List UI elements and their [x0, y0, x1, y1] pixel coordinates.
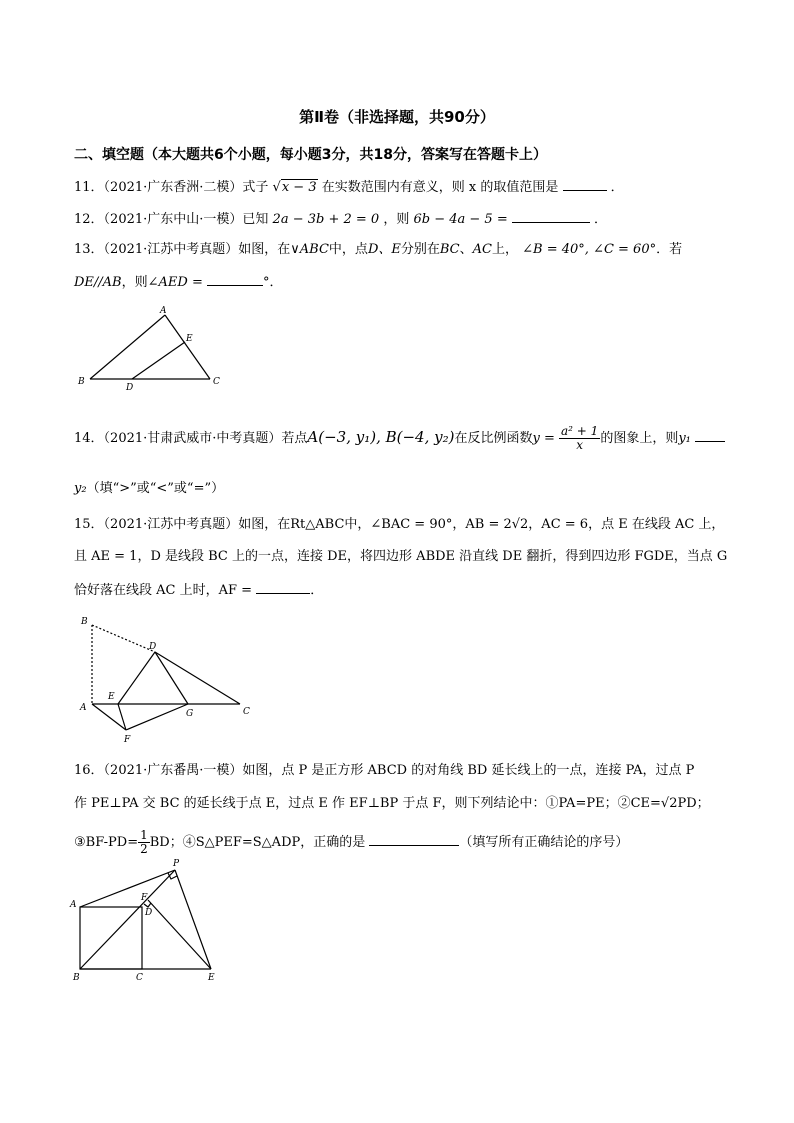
label-G: G — [186, 709, 194, 719]
label-F: F — [141, 893, 148, 903]
question-15-line1: 15．（2021·江苏中考真题）如图，在Rt△ABC中，∠BAC = 90°，AB = 2√2，AC = 6，点 E 在线段 AC 上， — [74, 517, 725, 532]
label-E: E — [186, 334, 193, 344]
label-E: E — [108, 692, 115, 702]
answer-blank-13[interactable] — [207, 273, 263, 286]
question-14-line2: y₂（填“>”或“<”或“=”） — [74, 481, 225, 496]
answer-blank-15[interactable] — [256, 581, 310, 594]
label-D: D — [145, 908, 153, 918]
label-A: A — [70, 900, 77, 910]
question-11: 11．（2021·广东香洲·二模）式子 √x − 3 在实数范围内有意义，则 x 的取值范围是 ． — [74, 180, 624, 195]
radical-expression: √x − 3 — [272, 180, 317, 195]
label-C: C — [213, 377, 220, 387]
question-14-line1: 14．（2021·甘肃武威市·中考真题）若点A(−3, y₁), B(−4, y₂)在反比例函数y = $\frac{\text{a² + 1}}{x}$ 的图象上，则y₁ — [74, 425, 725, 452]
label-B: B — [81, 617, 88, 627]
answer-blank-12[interactable] — [512, 210, 590, 223]
label-A: A — [160, 306, 167, 316]
label-D: D — [126, 383, 134, 393]
label-F: F — [124, 735, 131, 745]
label-B: B — [78, 377, 85, 387]
label-P: P — [173, 859, 180, 869]
q15-figure — [75, 612, 265, 747]
label-E: E — [208, 973, 215, 983]
inverse-function-fraction: $\frac{\text{a² + 1}}{x}$ — [561, 424, 599, 452]
question-15-line2: 且 AE = 1，D 是线段 BC 上的一点，连接 DE，将四边形 ABDE 沿直线 DE 翻折，得到四边形 FGDE，当点 G — [74, 549, 728, 564]
question-13-line2: DE//AB，则∠AED = °． — [74, 275, 283, 290]
question-16-line1: 16．（2021·广东番禺·一模）如图，点 P 是正方形 ABCD 的对角线 BD 延长线上的一点，连接 PA，过点 P — [74, 763, 695, 778]
q16-figure — [68, 852, 228, 987]
label-D: D — [149, 642, 157, 652]
label-A: A — [80, 703, 87, 713]
answer-blank-11[interactable] — [563, 178, 607, 191]
label-B: B — [73, 973, 80, 983]
fill-in-section-heading: 二、填空题（本大题共6个小题，每小题3分，共18分，答案写在答题卡上） — [74, 147, 547, 163]
answer-blank-14[interactable] — [695, 429, 725, 442]
label-C: C — [136, 973, 143, 983]
question-13-line1: 13．（2021·江苏中考真题）如图，在∨ABC中，点D、E分别在BC、AC上， ∠B = 40°, ∠C = 60°．若 — [74, 242, 683, 257]
answer-blank-16[interactable] — [369, 833, 459, 846]
one-half-fraction: $\frac{1}{2}$ — [140, 828, 148, 856]
q13-figure — [75, 303, 225, 393]
question-16-line2: 作 PE⊥PA 交 BC 的延长线于点 E，过点 E 作 EF⊥BP 于点 F，则下列结论中：①PA=PE；②CE=√2PD； — [74, 796, 710, 811]
question-16-line3: ③BF-PD= $\frac{1}{2}$ BD；④S△PEF=S△ADP，正确的是 （填写所有正确结论的序号） — [74, 828, 629, 856]
paper-section-title: 第Ⅱ卷（非选择题，共90分） — [299, 108, 495, 126]
question-15-line3: 恰好落在线段 AC 上时，AF = ． — [74, 583, 324, 598]
question-12: 12．（2021·广东中山·一模）已知 2a − 3b + 2 = 0 ，则 6b − 4a − 5 = ． — [74, 212, 608, 227]
label-C: C — [243, 707, 250, 717]
